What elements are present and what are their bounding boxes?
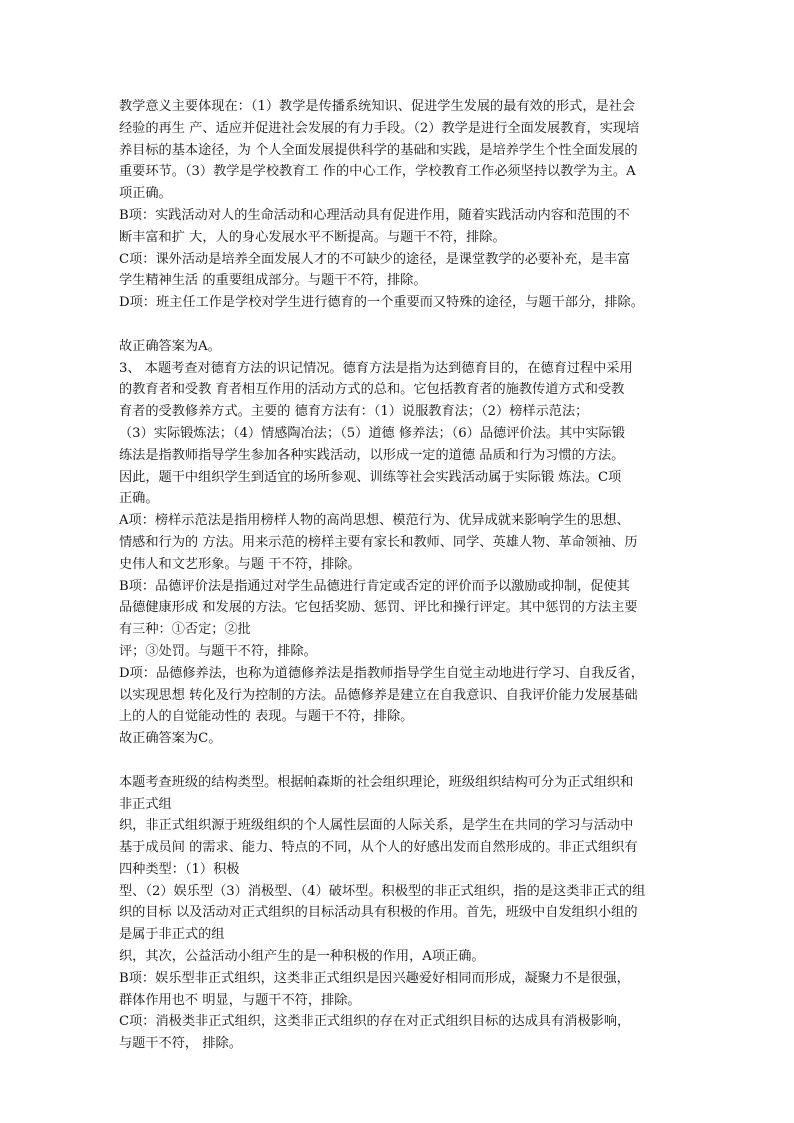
text-line: 以实现思想 转化及行为控制的方法。品德修养是建立在自我意识、自我评价能力发展基础 bbox=[119, 687, 638, 703]
text-line: 故正确答案为C。 bbox=[119, 731, 222, 747]
text-line: 因此，题干中组织学生到适宜的场所参观、训练等社会实践活动属于实际锻 炼法。C项 bbox=[119, 469, 622, 485]
text-line: 3、 本题考查对德育方法的识记情况。德育方法是指为达到德育目的，在德育过程中采用 bbox=[119, 360, 633, 376]
text-line: 四种类型：（1）积极 bbox=[119, 861, 240, 877]
text-line: D项：班主任工作是学校对学生进行德育的一个重要而又特殊的途径，与题干部分，排除。 bbox=[119, 295, 644, 311]
blank-line bbox=[119, 314, 679, 336]
text-line: 型、（2）娱乐型（3）消极型、（4）破坏型。积极型的非正式组织，指的是这类非正式的组 bbox=[119, 883, 646, 899]
text-line: A项：榜样示范法是指用榜样人物的高尚思想、模范行为、优异成就来影响学生的思想、 bbox=[119, 513, 630, 529]
text-line: 非正式组 bbox=[119, 796, 172, 812]
text-line: B项：品德评价法是指通过对学生品德进行肯定或否定的评价而予以激励或抑制，促使其 bbox=[119, 578, 630, 594]
section-class-structure bbox=[119, 772, 679, 1055]
text-line: 群体作用也不 明显，与题干不符，排除。 bbox=[119, 992, 361, 1008]
text-line: 织，非正式组织源于班级组织的个人属性层面的人际关系，是学生在共同的学习与活动中 bbox=[119, 818, 634, 834]
text-line: C项：课外活动是培养全面发展人才的不可缺少的途径，是课堂教学的必要补充，是丰富 bbox=[119, 251, 631, 267]
blank-line bbox=[119, 750, 679, 772]
text-line: C项：消极类非正式组织，这类非正式组织的存在对正式组织目标的达成具有消极影响， bbox=[119, 1014, 631, 1030]
text-line: 的教育者和受教 育者相互作用的活动方式的总和。它包括教育者的施教传道方式和受教 bbox=[119, 382, 625, 398]
text-line: 上的人的自觉能动性的 表现。与题干不符，排除。 bbox=[119, 709, 414, 725]
text-line: 有三种：①否定；②批 bbox=[119, 622, 251, 638]
text-line: B项：实践活动对人的生命活动和心理活动具有促进作用，随着实践活动内容和范围的不 bbox=[119, 207, 630, 223]
section-teaching-significance bbox=[119, 96, 679, 314]
section-moral-education-methods bbox=[119, 336, 679, 750]
text-line: 养目标的基本途径，为 个人全面发展提供科学的基础和实践，是培养学生个性全面发展的 bbox=[119, 142, 638, 158]
text-line: （3）实际锻炼法；（4）情感陶冶法；（5）道德 修养法；（6）品德评价法。其中实际锻 bbox=[119, 425, 625, 441]
document-body bbox=[119, 96, 679, 1055]
text-line: 育者的受教修养方式。主要的 德育方法有：（1）说服教育法；（2）榜样示范法； bbox=[119, 404, 589, 420]
text-line: 织，其次，公益活动小组产生的是一种积极的作用，A项正确。 bbox=[119, 949, 485, 965]
text-line: 故正确答案为A。 bbox=[119, 338, 221, 354]
text-line: 情感和行为的 方法。用来示范的榜样主要有家长和教师、同学、英雄人物、革命领袖、历 bbox=[119, 534, 638, 550]
text-line: 品德健康形成 和发展的方法。它包括奖励、惩罚、评比和操行评定。其中惩罚的方法主要 bbox=[119, 600, 638, 616]
text-line: 本题考查班级的结构类型。根据帕森斯的社会组织理论，班级组织结构可分为正式组织和 bbox=[119, 774, 634, 790]
text-line: 项正确。 bbox=[119, 186, 172, 202]
text-line: 重要环节。（3）教学是学校教育工 作的中心工作，学校教育工作必须坚持以教学为主。A bbox=[119, 164, 636, 180]
text-line: 学生精神生活 的重要组成部分。与题干不符，排除。 bbox=[119, 273, 427, 289]
text-line: 史伟人和文艺形象。与题 干不符，排除。 bbox=[119, 556, 361, 572]
text-line: 教学意义主要体现在：（1）教学是传播系统知识、促进学生发展的最有效的形式，是社会 bbox=[119, 99, 636, 114]
text-line: 评；③处罚。与题干不符，排除。 bbox=[119, 643, 317, 659]
text-line: 练法是指教师指导学生参加各种实践活动，以形成一定的道德 品质和行为习惯的方法。 bbox=[119, 447, 625, 463]
text-line: 正确。 bbox=[119, 491, 159, 507]
text-line: 是属于非正式的组 bbox=[119, 927, 225, 943]
text-line: 与题干不符， 排除。 bbox=[119, 1036, 242, 1052]
text-line: 经验的再生 产、适应并促进社会发展的有力手段。（2）教学是进行全面发展教育，实现培 bbox=[119, 120, 640, 136]
text-line: 基于成员间 的需求、能力、特点的不同，从个人的好感出发而自然形成的。非正式组织有 bbox=[119, 840, 638, 856]
text-line: 断丰富和扩 大，人的身心发展水平不断提高。与题干不符，排除。 bbox=[119, 229, 506, 245]
text-line: D项：品德修养法，也称为道德修养法是指教师指导学生自觉主动地进行学习、自我反省， bbox=[119, 665, 644, 681]
text-line: 织的目标 以及活动对正式组织的目标活动具有积极的作用。首先，班级中自发组织小组的 bbox=[119, 905, 638, 921]
text-line: B项：娱乐型非正式组织，这类非正式组织是因兴趣爱好相同而形成，凝聚力不是很强， bbox=[119, 970, 630, 986]
